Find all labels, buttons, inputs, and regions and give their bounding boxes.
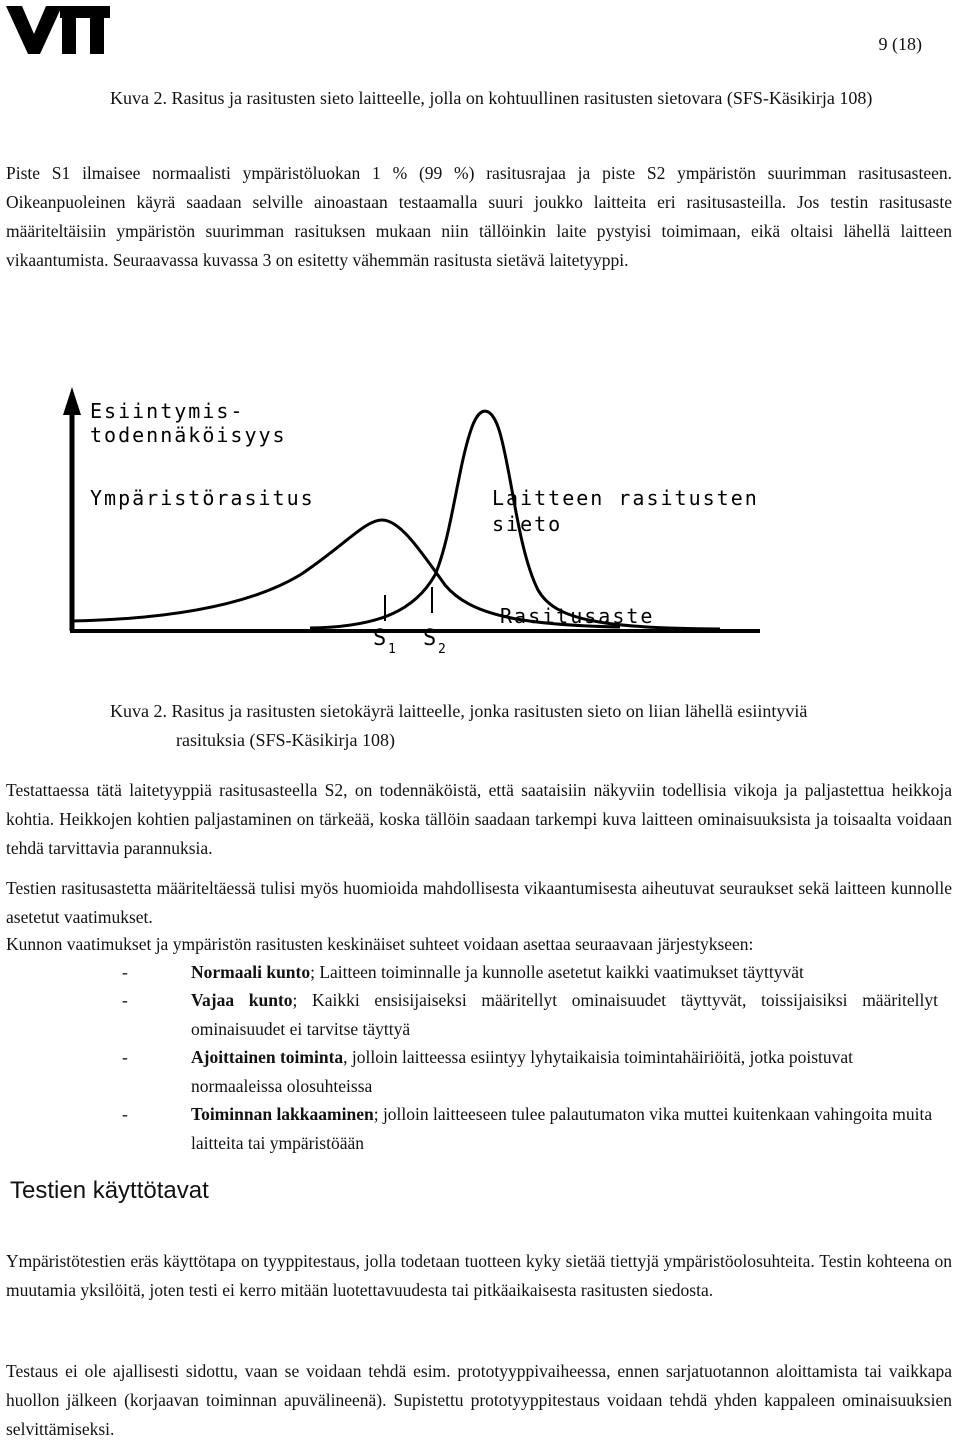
vtt-logo <box>0 0 112 58</box>
s2-subscript: 2 <box>438 642 446 657</box>
paragraph-testing-timing: Testaus ei ole ajallisesti sidottu, vaan se voidaan tehdä esim. prototyyppivaiheessa, ennen sarjatuotannon aloittamista tai vaikkapa huollon jälkeen (korjaavan toiminnan apuvälineenä). Supistettu prototyyppitestaus voidaan tehdä yhden kappaleen ominaisuuksien selvittämiseksi. <box>6 1361 952 1439</box>
stress-distribution-figure <box>60 385 780 665</box>
equipment-tolerance-label-line2: sieto <box>492 512 563 536</box>
list-description: ; Kaikki ensisijaiseksi määritellyt ominaisuudet täyttyvät, toissijaisiksi määritellyt ominaisuudet ei tarvitse täyttyä <box>191 990 938 1039</box>
s2-label: S <box>423 626 437 651</box>
list-description: , jolloin laitteessa esiintyy lyhytaikaisia toimintahäiriöitä, jotka poistuvat normaaleissa olosuhteissa <box>191 1047 853 1096</box>
section-heading: Testien käyttötavat <box>10 1177 209 1204</box>
paragraph-order-intro: Kunnon vaatimukset ja ympäristön rasitusten keskinäiset suhteet voidaan asettaa seuraavaan järjestykseen: <box>6 934 754 954</box>
list-dash: - <box>122 962 128 982</box>
list-term: Vajaa kunto <box>191 990 293 1010</box>
list-dash: - <box>122 990 128 1010</box>
environment-stress-label: Ympäristörasitus <box>90 486 315 510</box>
list-term: Toiminnan lakkaaminen <box>191 1104 374 1124</box>
paragraph-type-testing: Ympäristötestien eräs käyttötapa on tyyppitestaus, jolla todetaan tuotteen kyky sietää tiettyjä ympäristöolosuhteita. Testin kohteena on muutamia yksilöitä, joten testi ei kerro mitään luotettavuudesta tai pitkäaikaisesta rasitusten siedosta. <box>6 1251 952 1300</box>
list-description: ; jolloin laitteeseen tulee palautumaton vika muttei kuitenkaan vahingoita muita laitteita tai ympäristöään <box>191 1104 933 1153</box>
x-axis-label: Rasitusaste <box>500 604 655 628</box>
list-dash: - <box>122 1104 128 1124</box>
list-description: ; Laitteen toiminnalle ja kunnolle asetetut kaikki vaatimukset täyttyvät <box>310 962 804 982</box>
y-axis-label-line2: todennäköisyys <box>90 423 287 447</box>
figure-caption-2-line2: rasituksia (SFS-Käsikirja 108) <box>176 730 395 750</box>
s1-label: S <box>373 626 387 651</box>
paragraph-stress-level: Testien rasitusastetta määriteltäessä tulisi myös huomioida mahdollisesta vikaantumisesta aiheutuvat seuraukset sekä laitteen kunnolle asetetut vaatimukset. <box>6 878 952 927</box>
figure-caption-2-line1: Kuva 2. Rasitus ja rasitusten sietokäyrä laitteelle, jonka rasitusten sieto on liian lähellä esiintyviä <box>110 701 808 721</box>
y-axis-arrow-icon <box>63 387 81 415</box>
list-dash: - <box>122 1047 128 1067</box>
figure-caption-1: Kuva 2. Rasitus ja rasitusten sieto laitteelle, jolla on kohtuullinen rasitusten sietovara (SFS-Käsikirja 108) <box>110 88 873 108</box>
paragraph-stress-points: Piste S1 ilmaisee normaalisti ympäristöluokan 1 % (99 %) rasitusrajaa ja piste S2 ympäristön suurimman rasitusasteen. Oikeanpuoleinen käyrä saadaan selville ainoastaan testaamalla suuri joukko laitteita eri rasitusasteilla. Jos testin rasitusaste määriteltäisiin ympäristön suurimman rasituksen mukaan niin tällöinkin laite pystyisi toimimaan, eikä oltaisi lähellä laitteen vikaantumista. Seuraavassa kuvassa 3 on esitetty vähemmän rasitusta sietävä laitetyyppi. <box>6 163 952 270</box>
equipment-tolerance-label-line1: Laitteen rasitusten <box>492 486 759 510</box>
s1-subscript: 1 <box>388 642 396 657</box>
list-term: Normaali kunto <box>191 962 311 982</box>
paragraph-testing-s2: Testattaessa tätä laitetyyppiä rasitusasteella S2, on todennäköistä, että saataisiin näkyviin todellisia vikoja ja paljastettua heikkoja kohtia. Heikkojen kohtien paljastaminen on tärkeää, koska tällöin saadaan tarkempi kuva laitteen ominaisuuksista ja toisaalta voidaan tehdä tarvittavia parannuksia. <box>6 780 952 858</box>
page-number: 9 (18) <box>878 34 922 54</box>
list-term: Ajoittainen toiminta <box>191 1047 344 1067</box>
y-axis-label-line1: Esiintymis- <box>90 399 245 423</box>
